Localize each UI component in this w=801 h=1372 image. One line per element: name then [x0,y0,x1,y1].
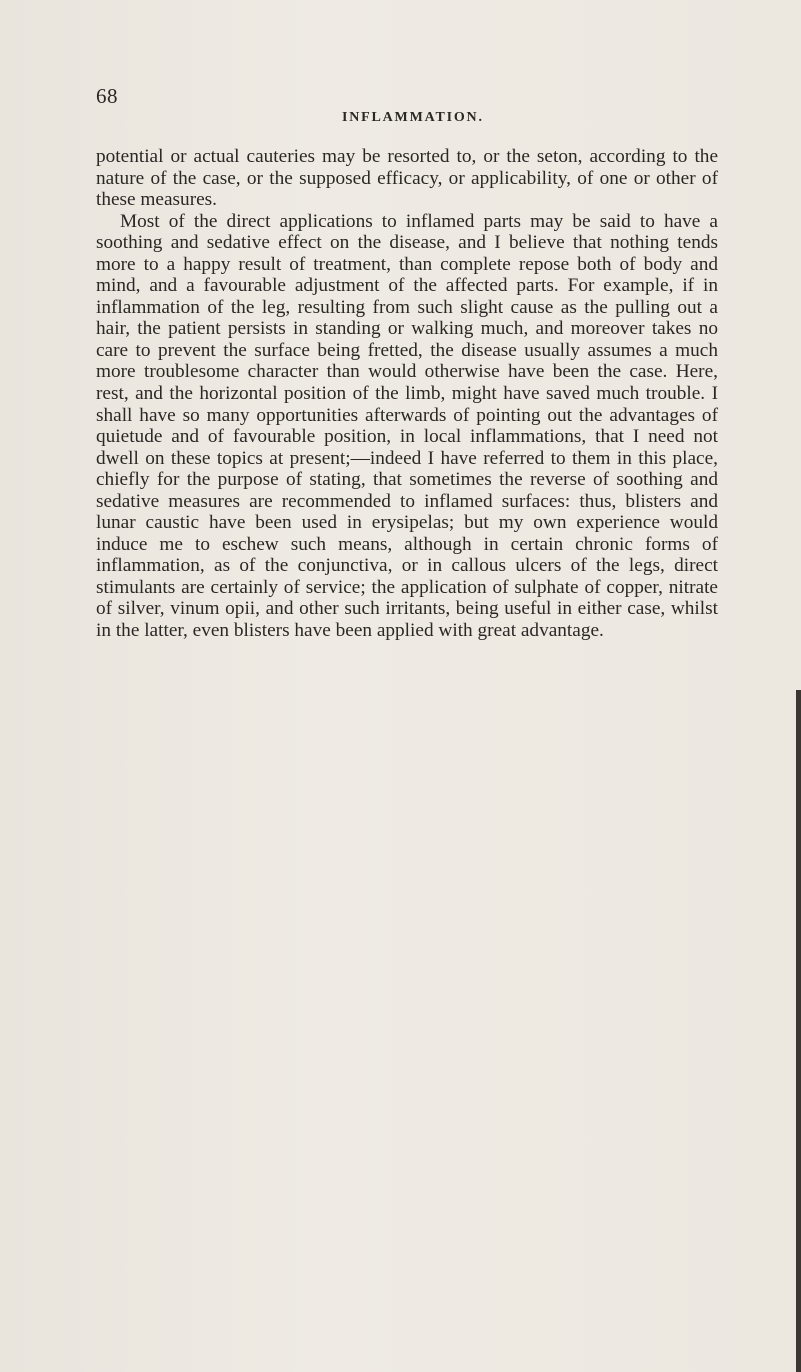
body-text [96,146,718,642]
paragraph-continuation: potential or actual cauteries may be resorted to, or the seton, according to the nature of the case, or the supposed efficacy, or applicability, of one or other of these measures. [96,146,718,211]
running-head: INFLAMMATION. [342,110,484,125]
page-header [0,84,801,124]
page-number: 68 [96,84,118,108]
page-edge-shadow [796,690,801,1372]
paragraph-applications: Most of the direct applications to inflamed parts may be said to have a soothing and sedative effect on the disease, and I believe that nothing tends more to a happy result of treatment, than complete repose both of body and mind, and a favourable adjustment of the affected parts. For example, if in inflammation of the leg, resulting from such slight cause as the pulling out a hair, the patient persists in standing or walking much, and moreover takes no care to prevent the surface being fretted, the disease usually assumes a much more troublesome character than would otherwise have been the case. Here, rest, and the horizontal position of the limb, might have saved much trouble. I shall have so many opportunities afterwards of pointing out the advantages of quietude and of favourable position, in local inflammations, that I need not dwell on these topics at present;—indeed I have referred to them in this place, chiefly for the purpose of stating, that sometimes the reverse of soothing and sedative measures are recommended to inflamed surfaces: thus, blisters and lunar caustic have been used in erysipelas; but my own experience would induce me to eschew such means, although in certain chronic forms of inflammation, as of the conjunctiva, or in callous ulcers of the legs, direct stimulants are certainly of service; the application of sulphate of copper, nitrate of silver, vinum opii, and other such irritants, being useful in either case, whilst in the latter, even blisters have been applied with great advantage. [96,210,718,642]
